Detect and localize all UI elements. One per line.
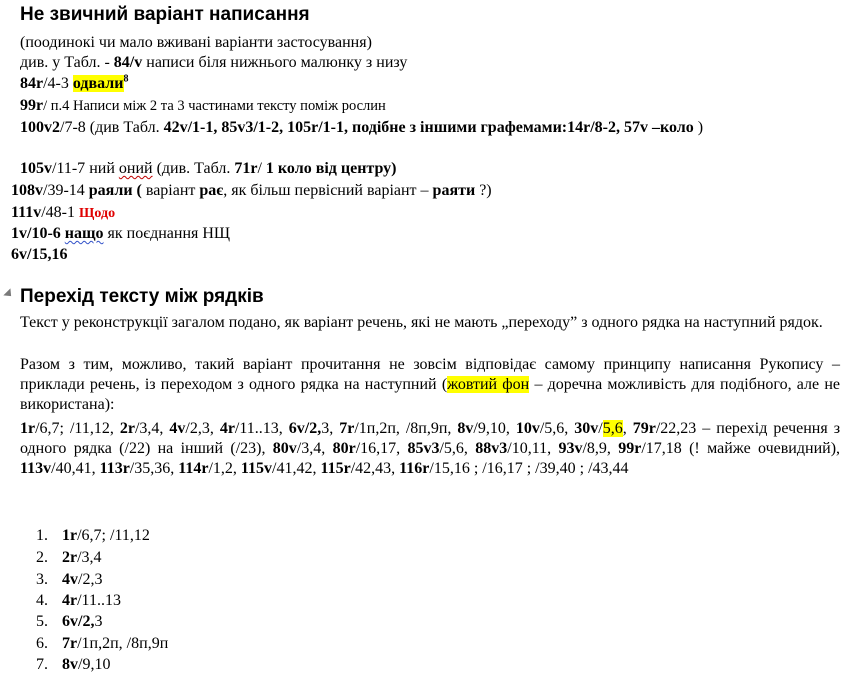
list-text: /2,3 <box>78 571 103 588</box>
section1-line6: 108v/39-14 раяли ( варіант рає, як більш первісний варіант – раяти ?) <box>11 182 492 199</box>
reference-bold: 85v3 <box>407 440 440 457</box>
list-item <box>22 526 150 546</box>
list-reference: 7r <box>62 635 78 652</box>
reference-text: /35,36, <box>129 460 179 477</box>
reference-text: /15,16 ; /16,17 ; /39,40 ; /43,44 <box>429 460 629 477</box>
section1-line4: 100v2/7-8 (див Табл. 42v/1-1, 85v3/1-2, 105r/1-1, подібне з іншими графемами:14r/8-2, 57v –коло ) <box>20 119 704 136</box>
section1-line9: 6v/15,16 <box>11 246 68 263</box>
reference-text: /5,6, <box>539 420 575 437</box>
reference-text: /1п,2п, /8п,9п, <box>354 420 458 437</box>
reference-text: /1,2, <box>208 460 241 477</box>
section1-subtitle: (поодинокі чи мало вживані варіанти застосування) <box>20 34 372 51</box>
list-reference: 6v/2, <box>62 613 95 630</box>
section2-para3 <box>20 419 840 479</box>
reference-bold: 79r <box>632 420 656 437</box>
reference-bold: 4v <box>169 420 186 437</box>
reference-text: /42,43, <box>350 460 400 477</box>
reference-bold: 113v <box>20 460 52 477</box>
collapse-triangle-icon[interactable] <box>3 288 14 299</box>
section2-para1: Текст у реконструкції загалом подано, як варіант речень, які не мають „переходу” з одного рядка на наступний рядок. <box>20 314 823 331</box>
section2-heading: Перехід тексту між рядків <box>20 286 264 307</box>
reference-bold: 80r <box>332 440 356 457</box>
list-item <box>22 655 110 675</box>
reference-text: /3,4, <box>296 440 333 457</box>
section1-line5: 105v/11-7 ний оний (див. Табл. 71r/ 1 коло від центру) <box>20 160 397 177</box>
reference-bold: 1r <box>20 420 36 437</box>
list-number: 1. <box>36 527 48 544</box>
reference-bold: 80v <box>272 440 297 457</box>
reference-bold: 114r <box>178 460 209 477</box>
section1-line1: див. у Табл. - 84/v написи біля нижнього малюнку з низу <box>20 54 408 71</box>
reference-text: /11..13, <box>234 420 289 437</box>
list-number: 2. <box>36 549 48 566</box>
reference-bold: 2r <box>119 420 135 437</box>
list-item <box>22 634 168 654</box>
reference-bold: 7r <box>339 420 355 437</box>
section2-para2: Разом з тим, можливо, такий варіант прочитання не зовсім відповідає самому принципу написання Рукопису – приклади речень, із переходом з одного рядка на наступний (жовтий фон – доречна можливість для подібного, але не використана): <box>20 356 841 413</box>
list-number: 3. <box>36 571 48 588</box>
list-reference: 4v <box>62 571 78 588</box>
reference-bold: 4r <box>219 420 235 437</box>
section1-line2: 84r/4-3 одвали$^8$ <box>20 73 129 92</box>
reference-bold: 30v <box>574 420 599 437</box>
list-text: /11..13 <box>77 592 121 609</box>
list-reference: 2r <box>62 549 78 566</box>
reference-text: /6,7; /11,12, <box>35 420 120 437</box>
reference-bold: 99r <box>618 440 642 457</box>
reference-highlight: 5,6 <box>602 420 623 437</box>
reference-text: /16,17, <box>355 440 408 457</box>
reference-bold: 10v <box>515 420 540 437</box>
reference-text: / <box>598 420 603 437</box>
reference-text: /8,9, <box>582 440 619 457</box>
reference-bold: 113r <box>99 460 130 477</box>
reference-text: /40,41, <box>51 460 100 477</box>
list-text: /6,7; /11,12 <box>77 527 150 544</box>
reference-text: , <box>622 420 633 437</box>
list-item <box>22 591 121 611</box>
list-number: 5. <box>36 613 48 630</box>
section1-line7: 111v/48-1 Щодо <box>11 204 116 221</box>
reference-bold: 116r <box>399 460 430 477</box>
list-item <box>22 548 102 568</box>
list-reference: 1r <box>62 527 78 544</box>
list-reference: 4r <box>62 592 78 609</box>
list-text: /3,4 <box>77 549 102 566</box>
section1-line8: 1v/10-6 нащо як поєднання НЩ <box>11 225 231 242</box>
reference-bold: 88v3 <box>475 440 508 457</box>
reference-bold: 93v <box>558 440 583 457</box>
section1-line3: 99r/ п.4 Написи між 2 та 3 частинами тексту поміж рослин <box>20 97 386 114</box>
reference-text: /17,18 (! майже очевидний), <box>641 440 841 457</box>
section1-heading: Не звичний варіант написання <box>20 4 310 25</box>
list-number: 4. <box>36 592 48 609</box>
list-text: /9,10 <box>78 656 111 673</box>
reference-bold: 115r <box>320 460 351 477</box>
list-text: 3 <box>94 613 103 630</box>
reference-text: /5,6, <box>439 440 476 457</box>
list-number: 7. <box>36 656 48 673</box>
reference-bold: 6v/2, <box>288 420 322 437</box>
list-reference: 8v <box>62 656 78 673</box>
reference-text: /2,3, <box>185 420 220 437</box>
reference-bold: 8v <box>457 420 474 437</box>
list-text: /1п,2п, /8п,9п <box>77 635 169 652</box>
reference-text: /10,11, <box>507 440 559 457</box>
reference-text: /9,10, <box>473 420 516 437</box>
list-item <box>22 612 102 632</box>
reference-text: /3,4, <box>134 420 170 437</box>
reference-text: /22,23 – перехід речення з одного рядка (/22) на інший (/23), <box>20 420 841 457</box>
list-item <box>22 570 102 590</box>
reference-text: 3, <box>321 420 340 437</box>
reference-bold: 115v <box>240 460 273 477</box>
reference-text: /41,42, <box>272 460 321 477</box>
list-number: 6. <box>36 635 48 652</box>
